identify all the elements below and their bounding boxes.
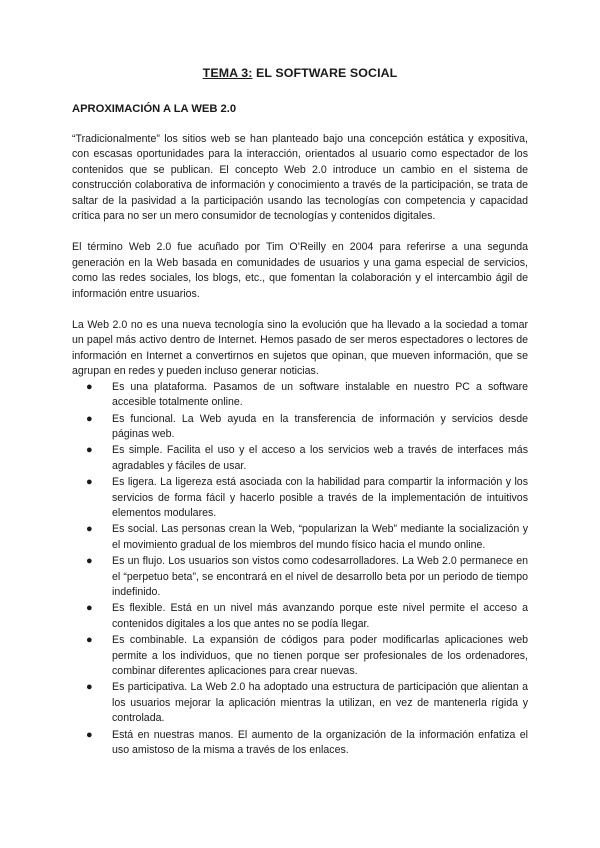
- list-item: [86, 633, 528, 679]
- list-item: [86, 412, 528, 443]
- list-item-text: Es social. Las personas crean la Web, “popularizan la Web” mediante la socialización y el movimiento gradual de los miembros del mundo físico hacia el mundo online.: [112, 523, 528, 551]
- list-item-text: Es combinable. La expansión de códigos para poder modificarlas aplicaciones web permite a los individuos, que no tienen porque ser profesionales de los ordenadores, combinar diferentes aplicaciones para crear nuevas.: [112, 634, 528, 677]
- list-item: [86, 601, 528, 632]
- list-item: [86, 680, 528, 726]
- list-item-text: Es ligera. La ligereza está asociada con la habilidad para compartir la información y los servicios de forma fácil y hacerlo posible a través de la implementación de intuitivos elementos modulares.: [112, 476, 528, 519]
- list-item-text: Es simple. Facilita el uso y el acceso a los servicios web a través de interfaces más agradables y fáciles de usar.: [112, 444, 528, 472]
- bullet-icon: ●: [86, 634, 93, 647]
- section-heading: APROXIMACIÓN A LA WEB 2.0: [72, 103, 237, 115]
- list-item: [86, 380, 528, 411]
- bullet-icon: ●: [86, 380, 93, 393]
- bullet-icon: ●: [86, 412, 93, 425]
- list-item-text: Es flexible. Está en un nivel más avanzando porque este nivel permite el acceso a contenidos digitales a los que antes no se podía llegar.: [112, 602, 528, 630]
- list-item: [86, 475, 528, 521]
- bullet-icon: ●: [86, 444, 93, 457]
- list-item-text: Es un flujo. Los usuarios son vistos como codesarrolladores. La Web 2.0 permanece en el “perpetuo beta”, se encontrará en el nivel de desarrollo beta por un periodo de tiempo indefinido.: [112, 555, 528, 598]
- bullet-icon: ●: [86, 555, 93, 568]
- paragraph-oreilly: El término Web 2.0 fue acuñado por Tim O’Reilly en 2004 para referirse a una segunda generación en la Web basada en comunidades de usuarios y una gama especial de servicios, como las redes sociales, los blogs, etc., que fomentan la colaboración y el intercambio ágil de información entre usuarios.: [72, 241, 528, 300]
- bullet-icon: ●: [86, 602, 93, 615]
- paragraph-intro: “Tradicionalmente” los sitios web se han planteado bajo una concepción estática y expositiva, con escasas oportunidades para la interacción, orientados al usuario como espectador de los contenidos que se publican. El concepto Web 2.0 introduce un cambio en el sistema de construcción colaborativa de información y conocimiento a través de la participación, se trata de saltar de la pasividad a la participación usando las tecnologías con competencia y capacidad crítica para no ser un mero consumidor de tecnologías y contenidos digitales.: [72, 133, 528, 223]
- bullet-icon: ●: [86, 728, 93, 741]
- paragraph-evolution: La Web 2.0 no es una nueva tecnología sino la evolución que ha llevado a la sociedad a tomar un papel más activo dentro de Internet. Hemos pasado de ser meros espectadores o lectores de información en Internet a convertirnos en sujetos que opinan, que mueven información, que se agrupan en redes y pueden incluso generar noticias.: [72, 319, 528, 378]
- bullet-icon: ●: [86, 523, 93, 536]
- title-rest: EL SOFTWARE SOCIAL: [252, 66, 398, 80]
- list-item: [86, 522, 528, 553]
- list-item-text: Es funcional. La Web ayuda en la transferencia de información y servicios desde páginas web.: [112, 412, 528, 440]
- bullet-icon: ●: [86, 681, 93, 694]
- features-list: [72, 380, 528, 759]
- list-item-text: Es una plataforma. Pasamos de un software instalable en nuestro PC a software accesible totalmente online.: [112, 380, 528, 409]
- page-title: [72, 66, 528, 80]
- list-item: [86, 554, 528, 600]
- list-item-text: Es participativa. La Web 2.0 ha adoptado una estructura de participación que alientan a los usuarios mejorar la aplicación mientras la utilizan, en vez de mantenerla rígida y controlada.: [112, 681, 528, 725]
- title-prefix: TEMA 3:: [202, 66, 253, 80]
- list-item: [86, 443, 528, 474]
- list-item: [86, 728, 528, 759]
- bullet-icon: ●: [86, 476, 93, 489]
- list-item-text: Está en nuestras manos. El aumento de la organización de la información enfatiza el uso amistoso de la misma a través de los enlaces.: [112, 728, 528, 757]
